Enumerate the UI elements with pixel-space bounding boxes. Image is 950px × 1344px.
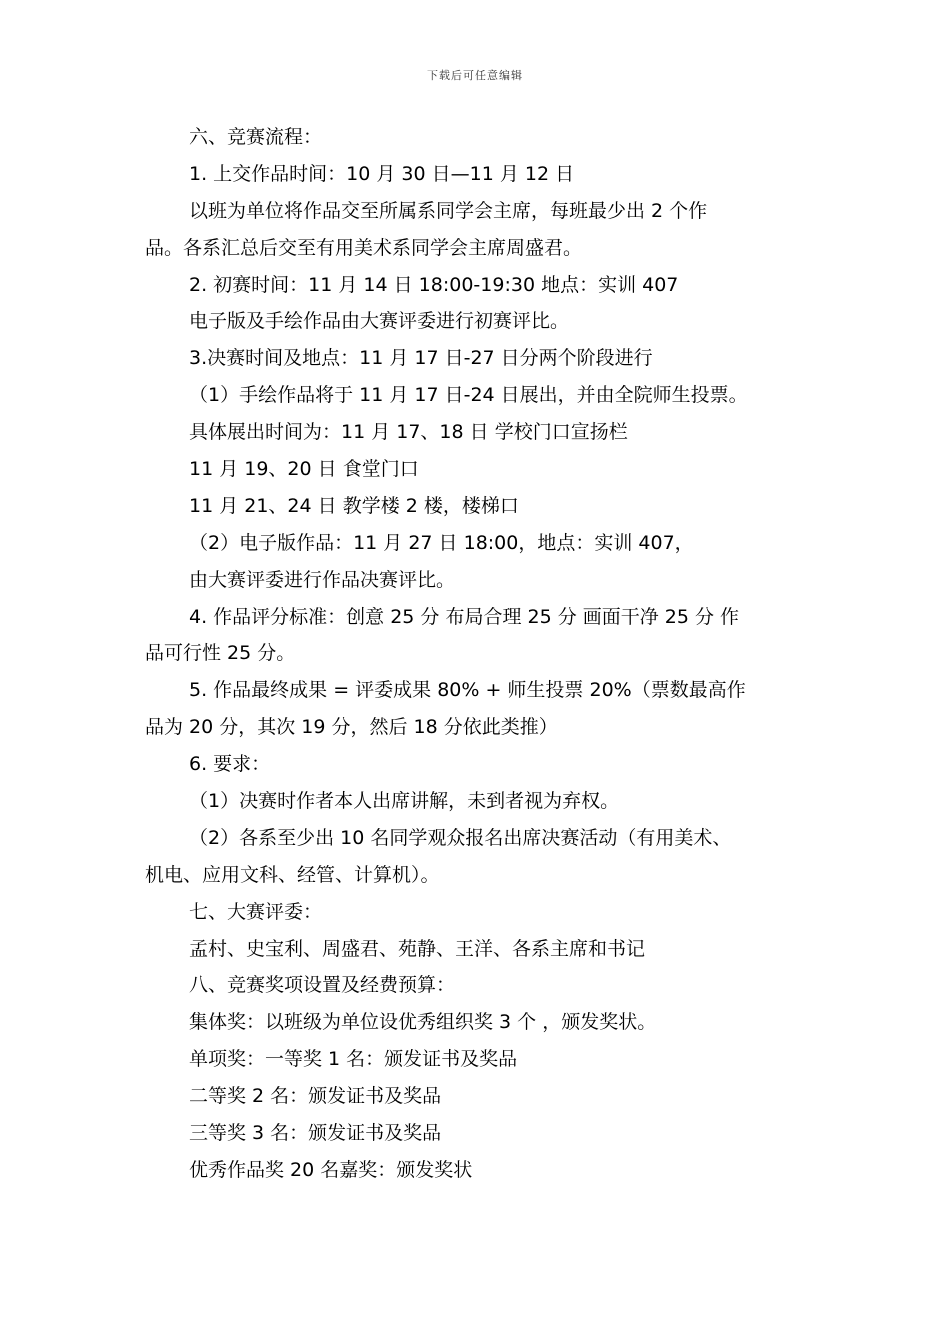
text-line: （1）手绘作品将于 11 月 17 日-24 日展出，并由全院师生投票。 bbox=[189, 384, 748, 407]
text-line: （2）电子版作品：11 月 27 日 18:00，地点：实训 407， bbox=[189, 531, 694, 554]
text-line: 优秀作品奖 20 名嘉奖：颁发奖状 bbox=[189, 1158, 473, 1181]
text-line: （2）各系至少出 10 名同学观众报名出席决赛活动（有用美术、 bbox=[189, 826, 732, 849]
text-line: 11 月 19、20 日 食堂门口 bbox=[189, 458, 419, 481]
text-line: 由大赛评委进行作品决赛评比。 bbox=[189, 568, 456, 591]
text-line: 机电、应用文科、经管、计算机）。 bbox=[145, 863, 440, 886]
section-heading-awards: 八、竞赛奖项设置及经费预算： bbox=[189, 974, 456, 997]
text-line: 品为 20 分，其次 19 分，然后 18 分依此类推） bbox=[145, 716, 558, 739]
text-line: 孟村、史宝利、周盛君、苑静、王洋、各系主席和书记 bbox=[189, 937, 646, 960]
text-line: 以班为单位将作品交至所属系同学会主席，每班最少出 2 个作 bbox=[189, 199, 708, 222]
text-line: 5. 作品最终成果 = 评委成果 80% + 师生投票 20%（票数最高作 bbox=[189, 679, 746, 702]
section-heading-judges: 七、大赛评委： bbox=[189, 900, 323, 923]
text-line: 1. 上交作品时间：10 月 30 日—11 月 12 日 bbox=[189, 162, 575, 185]
text-line: 2. 初赛时间：11 月 14 日 18:00-19:30 地点：实训 407 bbox=[189, 273, 679, 296]
text-line: 集体奖：以班级为单位设优秀组织奖 3 个 ，颁发奖状。 bbox=[189, 1011, 657, 1034]
text-line: 品。各系汇总后交至有用美术系同学会主席周盛君。 bbox=[145, 236, 583, 259]
text-line: （1）决赛时作者本人出席讲解，未到者视为弃权。 bbox=[189, 790, 620, 813]
text-line: 6. 要求： bbox=[189, 753, 271, 776]
text-line: 11 月 21、24 日 教学楼 2 楼，楼梯口 bbox=[189, 494, 519, 517]
text-line: 品可行性 25 分。 bbox=[145, 642, 296, 665]
page-header: 下载后可任意编辑 bbox=[427, 69, 523, 82]
text-line: 三等奖 3 名：颁发证书及奖品 bbox=[189, 1122, 442, 1145]
section-heading-process: 六、竞赛流程： bbox=[189, 126, 323, 148]
text-line: 单项奖：一等奖 1 名：颁发证书及奖品 bbox=[189, 1048, 518, 1071]
text-line: 3.决赛时间及地点：11 月 17 日-27 日分两个阶段进行 bbox=[189, 347, 653, 370]
document-body bbox=[145, 119, 825, 1189]
text-line: 二等奖 2 名：颁发证书及奖品 bbox=[189, 1085, 442, 1108]
text-line: 具体展出时间为：11 月 17、18 日 学校门口宣扬栏 bbox=[189, 421, 628, 444]
text-line: 4. 作品评分标准：创意 25 分 布局合理 25 分 画面干净 25 分 作 bbox=[189, 605, 740, 628]
text-line: 电子版及手绘作品由大赛评委进行初赛评比。 bbox=[189, 310, 570, 333]
